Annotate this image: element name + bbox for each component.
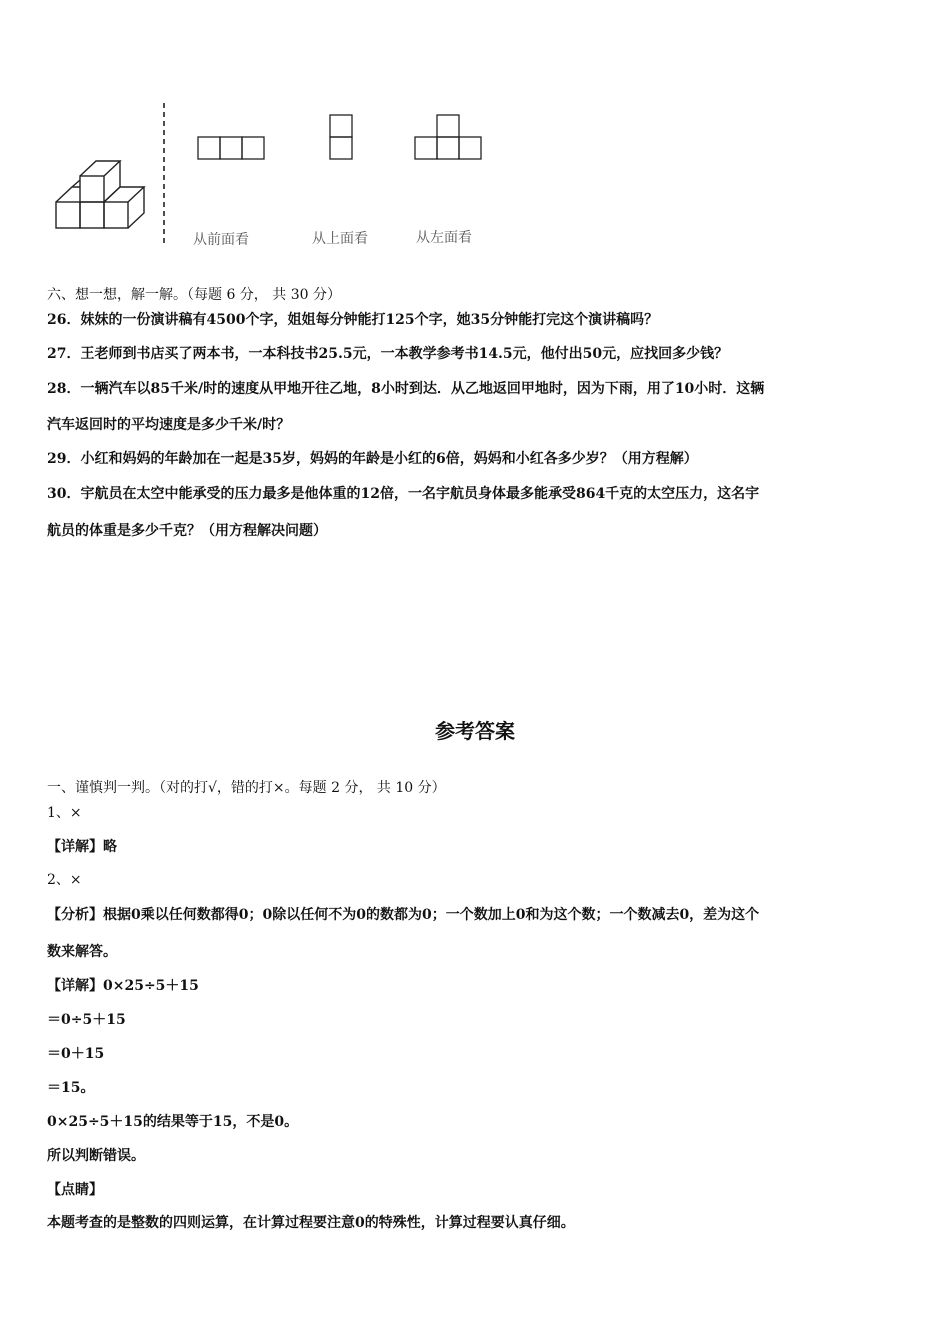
answer-2: 2、× (47, 872, 82, 888)
answer-2-analysis-line2: 数来解答。 (47, 944, 117, 960)
answer-2-detail: 【详解】0×25÷5＋15 (47, 978, 199, 994)
front-view (198, 137, 264, 159)
calc-step-1: ＝0÷5＋15 (47, 1012, 126, 1028)
conclusion-1: 0×25÷5＋15的结果等于15，不是0。 (47, 1114, 299, 1130)
conclusion-2: 所以判断错误。 (47, 1148, 145, 1164)
question-28-line1: 28．一辆汽车以85千米/时的速度从甲地开往乙地，8小时到达．从乙地返回甲地时，因为下雨，用了10小时．这辆 (47, 381, 765, 397)
question-30-line2: 航员的体重是多少千克？（用方程解决问题） (47, 523, 327, 539)
question-26: 26．妹妹的一份演讲稿有4500个字，姐姐每分钟能打125个字，她35分钟能打完这个演讲稿吗？ (47, 312, 659, 328)
answers-section1-title: 一、谨慎判一判。（对的打√，错的打×。每题 2 分， 共 10 分） (47, 780, 446, 796)
answer-1-detail: 【详解】略 (47, 839, 117, 855)
question-27: 27．王老师到书店买了两本书，一本科技书25.5元，一本教学参考书14.5元，他付出50元，应找回多少钱？ (47, 346, 729, 362)
answers-heading: 参考答案 (435, 719, 515, 743)
left-view-label: 从左面看 (416, 230, 472, 246)
top-view (330, 115, 352, 159)
cube-solid (56, 161, 144, 228)
answer-2-analysis-line1: 【分析】根据0乘以任何数都得0；0除以任何不为0的数都为0；一个数加上0和为这个数；一个数减去0，差为这个 (47, 907, 760, 923)
calc-step-2: ＝0＋15 (47, 1046, 105, 1062)
answer-1: 1、× (47, 805, 82, 821)
tip-label: 【点睛】 (47, 1182, 103, 1198)
question-28-line2: 汽车返回时的平均速度是多少千米/时？ (47, 417, 291, 433)
left-view (415, 115, 481, 159)
question-29: 29．小红和妈妈的年龄加在一起是35岁，妈妈的年龄是小红的6倍，妈妈和小红各多少岁？（用方程解） (47, 451, 698, 467)
top-view-label: 从上面看 (312, 231, 368, 247)
calc-step-3: ＝15。 (47, 1080, 95, 1096)
front-view-label: 从前面看 (193, 232, 249, 248)
tip-text: 本题考查的是整数的四则运算，在计算过程要注意0的特殊性，计算过程要认真仔细。 (47, 1215, 575, 1231)
question-30-line1: 30．宇航员在太空中能承受的压力最多是他体重的12倍，一名宇航员身体最多能承受864千克的太空压力，这名宇 (47, 486, 760, 502)
section6-title: 六、想一想，解一解。（每题 6 分， 共 30 分） (47, 287, 341, 303)
three-views-figure (40, 95, 510, 265)
